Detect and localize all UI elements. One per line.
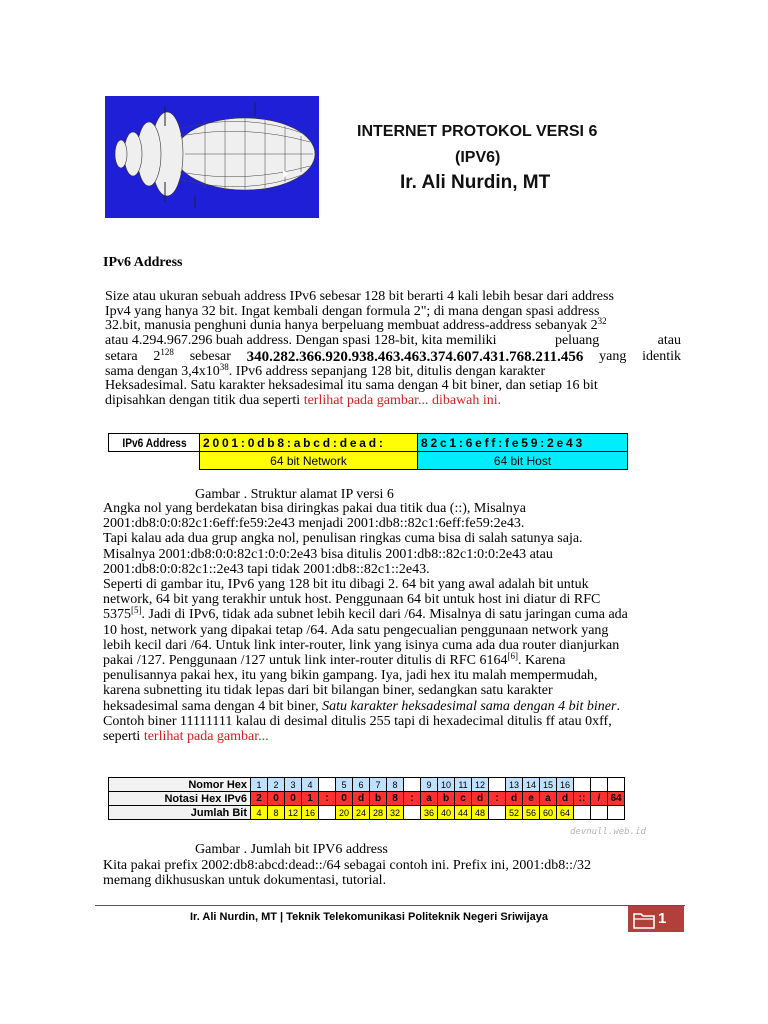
table-cell: b — [438, 792, 455, 806]
row-label: Nomor Hex — [109, 778, 251, 792]
text-line: network, 64 bit yang terakhir untuk host. Penggunaan 64 bit untuk host ini diatur di RFC — [103, 592, 601, 608]
author-name: Ir. Ali Nurdin, MT — [400, 172, 551, 193]
separator-cell — [489, 806, 506, 820]
table-cell: 6 — [353, 778, 370, 792]
text-line: Angka nol yang berdekatan bisa diringkas pakai dua titik dua (::), Misalnya — [103, 501, 527, 516]
table-cell: 4 — [251, 806, 268, 820]
table-cell: 2 — [251, 792, 268, 806]
table-cell: 13 — [506, 778, 523, 792]
table-cell: 40 — [438, 806, 455, 820]
text-line: Size atau ukuran sebuah address IPv6 sebesar 128 bit berarti 4 kali lebih besar dari address — [105, 289, 614, 304]
paragraph-line — [105, 290, 681, 305]
table-cell: 0 — [285, 792, 302, 806]
table-row — [109, 452, 628, 470]
table-row — [109, 792, 625, 806]
citation-superscript: [5] — [131, 605, 142, 616]
text-fragment: pakai /127. Penggunaan /127 untuk link inter-router ditulis di RFC 6164 — [103, 653, 508, 669]
table-row — [109, 778, 625, 792]
intro-paragraph — [105, 290, 681, 409]
paragraph-line — [105, 379, 681, 394]
table-cell: d — [353, 792, 370, 806]
host-bits-label: 64 bit Host — [418, 452, 628, 470]
table-cell: a — [421, 792, 438, 806]
ipv6-address-structure-figure — [108, 433, 628, 470]
table-cell: 0 — [268, 792, 285, 806]
text-line: lebih kecil dari /64. Untuk link inter-router, link yang isinya cuma ada dua router dianjurkan — [103, 637, 620, 653]
table-cell: 1 — [302, 792, 319, 806]
document-title: INTERNET PROTOKOL VERSI 6 — [357, 123, 598, 140]
table-cell: 12 — [285, 806, 302, 820]
figure2-caption: Gambar . Jumlah bit IPV6 address — [195, 842, 388, 857]
footer-divider — [95, 905, 685, 906]
text-fragment: identik — [642, 348, 681, 364]
table-cell: 48 — [472, 806, 489, 820]
row-label: Jumlah Bit — [109, 806, 251, 820]
table-cell: 24 — [353, 806, 370, 820]
table-cell: 9 — [421, 778, 438, 792]
paragraph-line — [105, 394, 681, 409]
table-cell: 0 — [336, 792, 353, 806]
table-cell: d — [506, 792, 523, 806]
table-cell: 14 — [523, 778, 540, 792]
empty-cell — [109, 452, 200, 470]
section-heading: IPv6 Address — [103, 255, 183, 270]
text-fragment: sama dengan 3,4x10 — [105, 363, 220, 379]
table-cell: 5 — [336, 778, 353, 792]
separator-cell — [608, 806, 625, 820]
italic-text: Satu karakter heksadesimal sama dengan 4 bit biner — [322, 698, 617, 714]
separator-cell — [319, 806, 336, 820]
paragraph-line — [105, 361, 681, 380]
table-cell: d — [472, 792, 489, 806]
separator-cell — [591, 806, 608, 820]
table-row — [109, 434, 628, 452]
host-part-cell: 82c1:6eff:fe59:2e43 — [418, 434, 628, 452]
table-cell: 8 — [387, 792, 404, 806]
document-subtitle: (IPV6) — [455, 149, 501, 166]
big-number: 340.282.366.920.938.463.463.374.607.431.768.211.456 — [246, 348, 584, 365]
text-line: 2001:db8:0:0:82c1::2e43 tapi tidak 2001:db8::82c1::2e43. — [103, 561, 430, 577]
paragraph-line — [103, 607, 628, 622]
text-line: 2001:db8:0:0:82c1:6eff:fe59:2e43 menjadi 2001:db8::82c1:6eff:fe59:2e43. — [103, 516, 525, 532]
table-cell: 10 — [438, 778, 455, 792]
table-cell: 7 — [370, 778, 387, 792]
figure-reference-link: terlihat pada gambar... dibawah ini. — [303, 392, 502, 408]
text-fragment: . Karena — [518, 653, 566, 669]
text-fragment: atau 4.294.967.296 buah address. Dengan spasi 128-bit, kita memiliki — [105, 333, 497, 349]
text-fragment: setara — [105, 348, 138, 364]
text-line: memang dikhususkan untuk dokumentasi, tutorial. — [103, 873, 387, 889]
table-cell: 36 — [421, 806, 438, 820]
separator-cell — [404, 778, 421, 792]
text-line: Misalnya 2001:db8:0:0:82c1:0:0:2e43 bisa ditulis 2001:db8::82c1:0:0:2e43 atau — [103, 546, 553, 562]
text-line: karena subnetting itu tidak lepas dari bit bilangan biner, sedangkan satu karakter — [103, 683, 553, 699]
ipv6-bit-count-figure — [108, 777, 625, 820]
table-cell: 28 — [370, 806, 387, 820]
wireframe-balloon-icon — [105, 96, 319, 218]
table-cell: 64 — [557, 806, 574, 820]
separator-cell: :: — [574, 792, 591, 806]
table-cell: b — [370, 792, 387, 806]
text-fragment: 5375 — [103, 607, 131, 623]
table-row — [109, 806, 625, 820]
figure-reference-link: terlihat pada gambar... — [143, 729, 269, 745]
separator-cell — [591, 778, 608, 792]
text-line: Contoh biner 11111111 kalau di desimal ditulis 255 tapi di hexadecimal ditulis ff atau 0xff, — [103, 713, 612, 729]
table-cell: 12 — [472, 778, 489, 792]
paragraph-line — [103, 653, 628, 668]
figure1-caption: Gambar . Struktur alamat IP versi 6 — [195, 487, 394, 502]
page-number-badge — [628, 906, 684, 932]
table-cell: 11 — [455, 778, 472, 792]
table-cell: a — [540, 792, 557, 806]
text-fragment: seperti — [103, 729, 144, 745]
network-bits-label: 64 bit Network — [200, 452, 418, 470]
separator-cell — [319, 778, 336, 792]
superscript: 38 — [219, 361, 229, 372]
row-label: Notasi Hex IPv6 — [109, 792, 251, 806]
paragraph-line — [105, 346, 681, 365]
table-cell: 4 — [302, 778, 319, 792]
table-cell: 16 — [557, 778, 574, 792]
ipv6-address-table — [108, 433, 628, 470]
network-part-cell: 2001:0db8:abcd:dead: — [200, 434, 418, 452]
text-line: penulisannya pakai hex, itu yang bikin gampang. Iya, jadi hex itu malah mempermudah, — [103, 668, 598, 684]
separator-cell: / — [591, 792, 608, 806]
text-fragment: atau — [657, 333, 681, 349]
text-fragment: sebesar — [189, 348, 231, 364]
separator-cell — [574, 778, 591, 792]
table-cell: 15 — [540, 778, 557, 792]
text-fragment: heksadesimal sama dengan 4 bit biner, — [103, 698, 323, 714]
body-paragraph — [103, 501, 628, 744]
separator-cell: 64 — [608, 792, 625, 806]
text-fragment: . IPv6 address sepanjang 128 bit, ditulis dengan karakter — [228, 363, 546, 379]
text-line: 10 host, network yang dipakai tetap /64. Ada satu pengecualian penggunaan network yang — [103, 622, 609, 638]
table-cell: 32 — [387, 806, 404, 820]
folder-icon — [633, 910, 657, 930]
table-cell: 44 — [455, 806, 472, 820]
table-cell: 1 — [251, 778, 268, 792]
separator-cell — [489, 778, 506, 792]
superscript: 128 — [160, 346, 174, 357]
page-number: 1 — [658, 910, 667, 927]
table-cell: 8 — [268, 806, 285, 820]
text-line: Ipv4 yang hanya 32 bit. Ingat kembali dengan formula 2"; di mana dengan spasi address — [105, 303, 600, 319]
header-logo-illustration — [105, 96, 319, 218]
separator-cell — [574, 806, 591, 820]
table-cell: 56 — [523, 806, 540, 820]
paragraph-line — [103, 699, 628, 714]
ipv6-bit-count-table — [108, 777, 625, 820]
text-fragment: dipisahkan dengan titik dua seperti — [105, 392, 304, 408]
table-cell: 3 — [285, 778, 302, 792]
table-cell: d — [557, 792, 574, 806]
text-fragment: . Jadi di IPv6, tidak ada subnet lebih kecil dari /64. Misalnya di satu jaringan cuma ada — [141, 607, 628, 623]
table-cell: 60 — [540, 806, 557, 820]
superscript: 32 — [597, 316, 607, 327]
text-line: Tapi kalau ada dua grup angka nol, penulisan ringkas cuma bisa di salah satunya saja. — [103, 531, 583, 547]
paragraph-line — [105, 316, 681, 334]
paragraph-line — [105, 334, 681, 349]
table-cell: 52 — [506, 806, 523, 820]
citation-superscript: [6] — [507, 651, 519, 662]
text-fragment: peluang — [554, 333, 600, 349]
paragraph-line — [103, 729, 628, 744]
table-cell: 2 — [268, 778, 285, 792]
table-cell: 8 — [387, 778, 404, 792]
separator-cell — [404, 806, 421, 820]
text-fragment: 2 — [153, 348, 161, 364]
table-cell: e — [523, 792, 540, 806]
text-fragment: . — [616, 698, 620, 714]
separator-cell: : — [489, 792, 506, 806]
separator-cell — [608, 778, 625, 792]
text-line: Seperti di gambar itu, IPv6 yang 128 bit itu dibagi 2. 64 bit yang awal adalah bit untuk — [103, 577, 589, 593]
separator-cell: : — [319, 792, 336, 806]
closing-paragraph — [103, 858, 591, 888]
table-cell: 16 — [302, 806, 319, 820]
text-fragment: yang — [599, 348, 627, 364]
text-line: Heksadesimal. Satu karakter heksadesimal itu sama dengan 4 bit biner, dan setiap 16 bit — [105, 378, 598, 394]
text-line: Kita pakai prefix 2002:db8:abcd:dead::/64 sebagai contoh ini. Prefix ini, 2001:db8::/32 — [103, 858, 591, 873]
ipv6-address-label: IPv6 Address — [115, 434, 192, 452]
footer-text: Ir. Ali Nurdin, MT | Teknik Telekomunikasi Politeknik Negeri Sriwijaya — [190, 911, 549, 923]
watermark: devnull.web.id — [570, 827, 646, 837]
table-cell: c — [455, 792, 472, 806]
table-cell: 20 — [336, 806, 353, 820]
separator-cell: : — [404, 792, 421, 806]
text-line: 32.bit, manusia penghuni dunia hanya berpeluang membuat address-address sebanyak 2 — [105, 318, 598, 334]
